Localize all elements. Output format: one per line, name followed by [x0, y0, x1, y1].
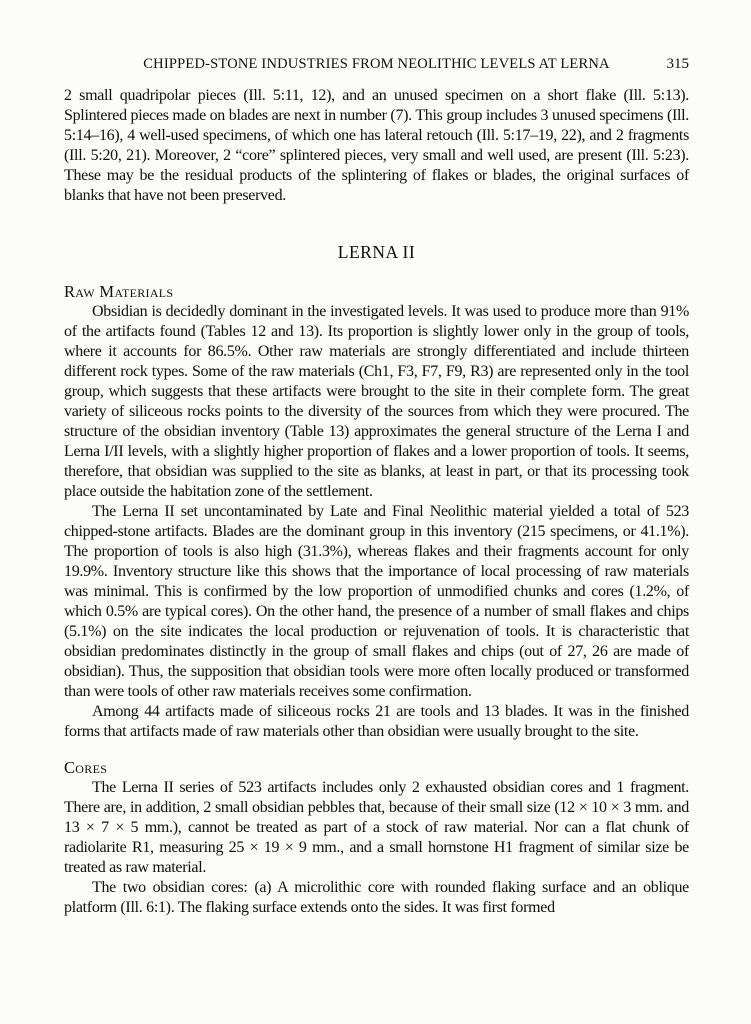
raw-materials-paragraph-3: Among 44 artifacts made of siliceous rocks 21 are tools and 13 blades. It was in the finished forms that artifacts made of raw materials other than obsidian were usually brought to the site. — [64, 703, 689, 740]
raw-materials-paragraph-2: The Lerna II set uncontaminated by Late and Final Neolithic material yielded a total of 523 chipped-stone artifacts. Blades are the dominant group in this inventory (215 specimens, or 41.1%). The proportion of tools is also high (31.3%), whereas flakes and their fragments account for only 19.9%. Inventory structure like this shows that the importance of local processing of raw materials was minimal. This is confirmed by the low proportion of unmodified chunks and cores (1.2%, of which 0.5% are typical cores). On the other hand, the presence of a number of small flakes and chips (5.1%) on the site indicates the local production or rejuvenation of tools. It is characteristic that obsidian predominates distinctly in the group of small flakes and chips (out of 27, 26 are made of obsidian). Thus, the supposition that obsidian tools were more often locally produced or transformed than were tools of other raw materials receives some confirmation. — [64, 503, 689, 700]
subsection-heading-cores: Cores — [64, 758, 108, 777]
section-heading-lerna-ii: LERNA II — [337, 242, 416, 262]
text-column — [64, 86, 689, 918]
page-number: 315 — [666, 56, 689, 72]
cores-paragraph-1: The Lerna II series of 523 artifacts includes only 2 exhausted obsidian cores and 1 fragment. There are, in addition, 2 small obsidian pebbles that, because of their small size (12 × 10 × 3 mm. and 13 × 7 × 5 mm.), cannot be treated as part of a stock of raw material. Nor can a flat chunk of radiolarite R1, measuring 25 × 19 × 9 mm., and a small hornstone H1 fragment of similar size be treated as raw material. — [64, 779, 689, 876]
running-head-title: CHIPPED-STONE INDUSTRIES FROM NEOLITHIC LEVELS AT LERNA — [143, 56, 610, 72]
subsection-heading-raw-materials: Raw Materials — [64, 282, 174, 301]
raw-materials-paragraph-1: Obsidian is decidedly dominant in the investigated levels. It was used to produce more than 91% of the artifacts found (Tables 12 and 13). Its proportion is slightly lower only in the group of tools, where it accounts for 86.5%. Other raw materials are strongly differentiated and include thirteen different rock types. Some of the raw materials (Ch1, F3, F7, F9, R3) are represented only in the tool group, which suggests that these artifacts were brought to the site in their complete form. The great variety of siliceous rocks points to the diversity of the sources from which they were procured. The structure of the obsidian inventory (Table 13) approximates the general structure of the Lerna I and Lerna I/II levels, with a slightly higher proportion of flakes and a lower proportion of tools. It seems, therefore, that obsidian was supplied to the site as blanks, at least in part, or that its processing took place outside the habitation zone of the settlement. — [64, 303, 689, 500]
page-header — [64, 56, 689, 74]
cores-paragraph-2: The two obsidian cores: (a) A microlithic core with rounded flaking surface and an oblique platform (Ill. 6:1). The flaking surface extends onto the sides. It was first formed — [64, 879, 689, 916]
paragraph-splintered-pieces-continuation: 2 small quadripolar pieces (Ill. 5:11, 12), and an unused specimen on a short flake (Ill. 5:13). Splintered pieces made on blades are next in number (7). This group includes 3 unused specimens (Ill. 5:14–16), 4 well-used specimens, of which one has lateral retouch (Ill. 5:17–19, 22), and 2 fragments (Ill. 5:20, 21). Moreover, 2 “core” splintered pieces, very small and well used, are present (Ill. 5:23). These may be the residual products of the splintering of flakes or blades, the original surfaces of blanks that have not been preserved. — [64, 87, 689, 204]
